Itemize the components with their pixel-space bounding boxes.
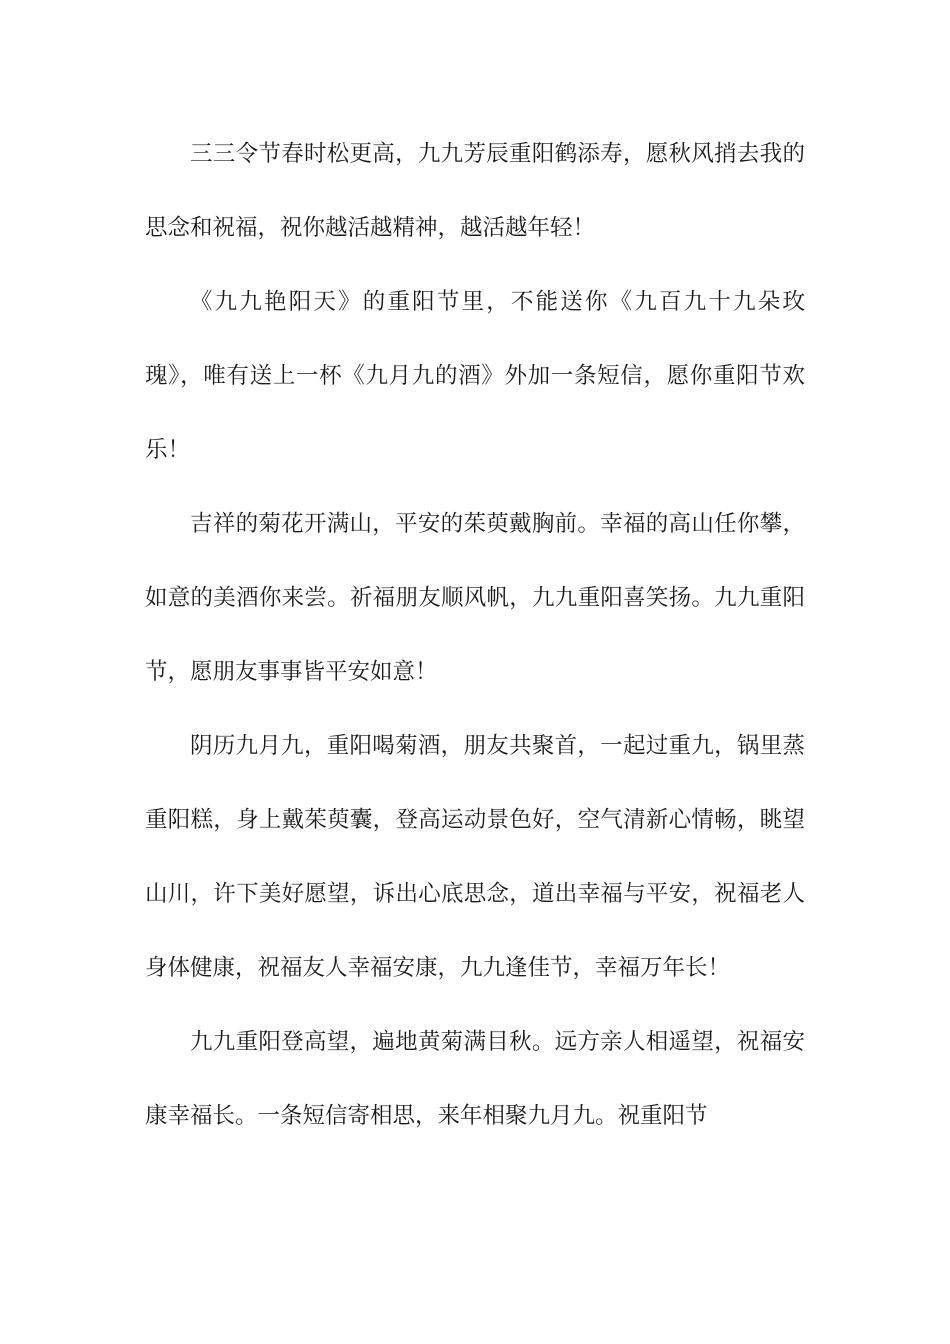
paragraph-3: 吉祥的菊花开满山，平安的茱萸戴胸前。幸福的高山任你攀，如意的美酒你来尝。祈福朋友顺风帆，九九重阳喜笑扬。九九重阳节，愿朋友事事皆平安如意！ — [145, 511, 805, 685]
paragraph-2: 《九九艳阳天》的重阳节里，不能送你《九百九十九朵玫瑰》，唯有送上一杯《九月九的酒》外加一条短信，愿你重阳节欢乐！ — [145, 289, 805, 463]
paragraph-1: 三三令节春时松更高，九九芳辰重阳鹤添寿，愿秋风捎去我的思念和祝福，祝你越活越精神，越活越年轻！ — [145, 141, 805, 241]
paragraph-5: 九九重阳登高望，遍地黄菊满目秋。远方亲人相遥望，祝福安康幸福长。一条短信寄相思，来年相聚九月九。祝重阳节 — [145, 1029, 805, 1129]
paragraph-4: 阴历九月九，重阳喝菊酒，朋友共聚首，一起过重九，锅里蒸重阳糕，身上戴茱萸囊，登高运动景色好，空气清新心情畅，眺望山川，许下美好愿望，诉出心底思念，道出幸福与平安，祝福老人身体健康，祝福友人幸福安康，九九逢佳节，幸福万年长！ — [145, 733, 805, 981]
document-body — [145, 117, 805, 1153]
